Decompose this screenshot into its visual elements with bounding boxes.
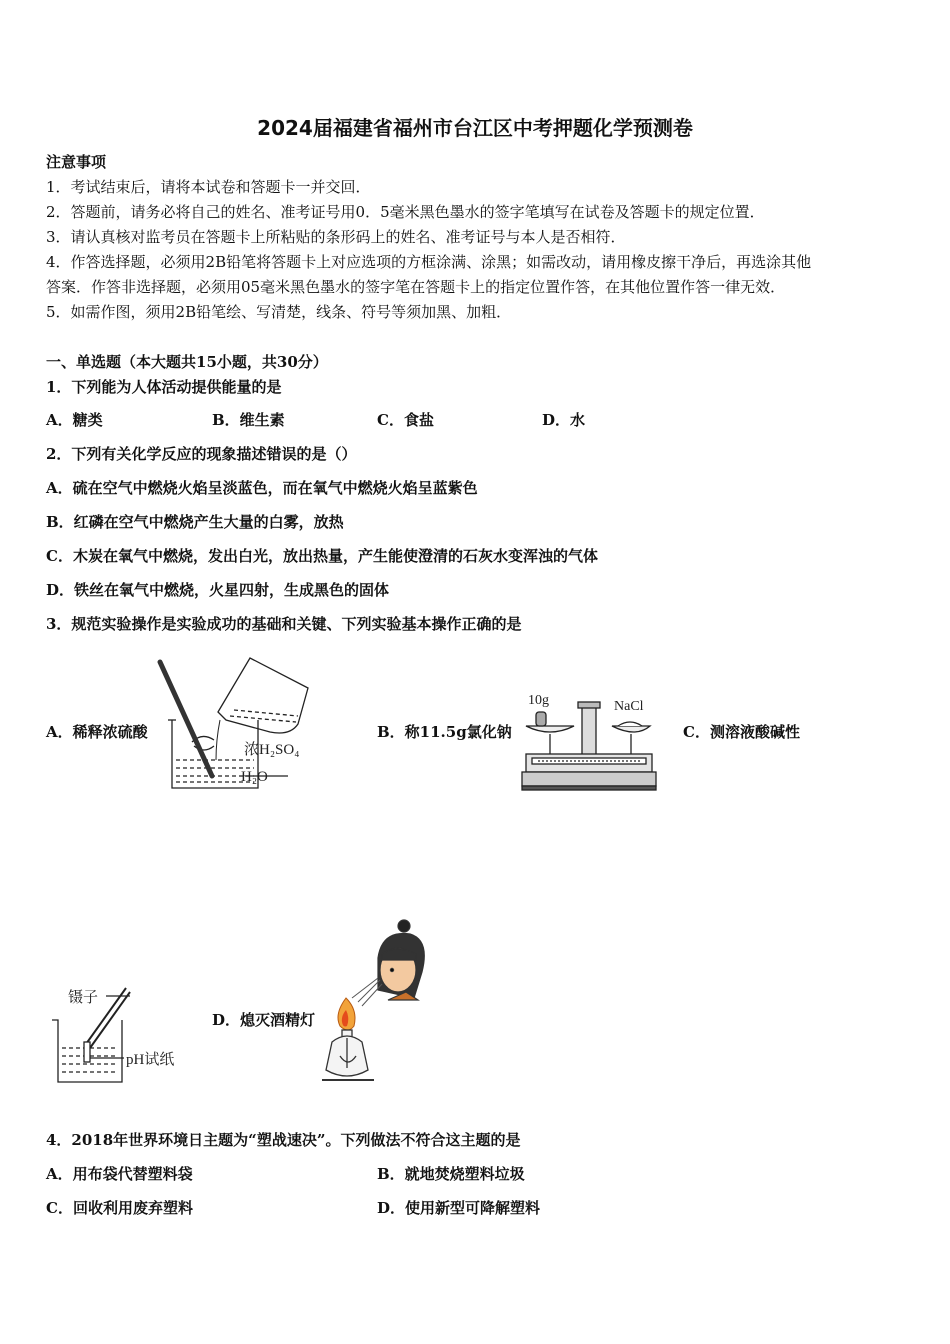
question-stem: 3．规范实验操作是实验成功的基础和关键、下列实验基本操作正确的是 xyxy=(46,615,522,633)
question-stem: 2．下列有关化学反应的现象描述错误的是（） xyxy=(46,445,357,463)
option-a: A．稀释浓硫酸 xyxy=(46,723,148,741)
option-a: A．用布袋代替塑料袋 xyxy=(46,1165,193,1183)
figure-dilute-acid xyxy=(150,650,330,795)
option-b: B．红磷在空气中燃烧产生大量的白雾，放热 xyxy=(46,513,344,531)
notice-line: 4．作答选择题，必须用2B铅笔将答题卡上对应选项的方框涂满、涂黑；如需改动，请用橡皮擦干净后，再选涂其他 xyxy=(46,253,812,271)
option-d: D．水 xyxy=(542,411,586,429)
notice-line: 答案．作答非选择题，必须用05毫米黑色墨水的签字笔在答题卡上的指定位置作答，在其他位置作答一律无效． xyxy=(46,278,786,296)
option-c: C．木炭在氧气中燃烧，发出白光，放出热量，产生能使澄清的石灰水变浑浊的气体 xyxy=(46,547,598,565)
option-b: B．维生素 xyxy=(212,411,285,429)
option-b: B．称11.5g氯化钠 xyxy=(377,723,512,741)
label-ph-paper: pH试纸 xyxy=(126,1052,175,1068)
glass-rod xyxy=(160,662,212,776)
label-tweezers: 镊子 xyxy=(68,990,99,1006)
option-d: D．铁丝在氧气中燃烧，火星四射，生成黑色的固体 xyxy=(46,581,390,599)
figure-ph-test xyxy=(44,982,189,1087)
option-a: A．糖类 xyxy=(46,411,103,429)
figure-balance xyxy=(518,688,658,793)
notice-line: 1．考试结束后，请将本试卷和答题卡一并交回． xyxy=(46,178,371,196)
question-stem: 4．2018年世界环境日主题为“塑战速决”。下列做法不符合这主题的是 xyxy=(46,1131,521,1149)
option-c: C．测溶液酸碱性 xyxy=(683,723,800,741)
label-weight: 10g xyxy=(528,693,549,708)
option-d: D．熄灭酒精灯 xyxy=(212,1011,316,1029)
label-water: H₂O xyxy=(241,769,268,785)
option-d: D．使用新型可降解塑料 xyxy=(377,1199,541,1217)
question-stem: 1．下列能为人体活动提供能量的是 xyxy=(46,378,282,396)
figure-alcohol-lamp xyxy=(318,918,443,1088)
option-c: C．回收利用废弃塑料 xyxy=(46,1199,193,1217)
notice-line: 5．如需作图，须用2B铅笔绘、写清楚，线条、符号等须加黑、加粗． xyxy=(46,303,512,321)
page-title: 2024届福建省福州市台江区中考押题化学预测卷 xyxy=(257,116,693,140)
section-heading: 一、单选题（本大题共15小题，共30分） xyxy=(46,353,328,371)
notice-line: 2．答题前，请务必将自己的姓名、准考证号用0．5毫米黑色墨水的签字笔填写在试卷及答题卡的规定位置． xyxy=(46,203,765,221)
option-a: A．硫在空气中燃烧火焰呈淡蓝色，而在氧气中燃烧火焰呈蓝紫色 xyxy=(46,479,478,497)
label-nacl: NaCl xyxy=(614,699,644,714)
label-conc-acid: 浓H₂SO₄ xyxy=(244,742,300,758)
option-b: B．就地焚烧塑料垃圾 xyxy=(377,1165,525,1183)
notice-heading: 注意事项 xyxy=(46,153,107,171)
option-c: C．食盐 xyxy=(377,411,434,429)
notice-line: 3．请认真核对监考员在答题卡上所粘贴的条形码上的姓名、准考证号与本人是否相符． xyxy=(46,228,626,246)
